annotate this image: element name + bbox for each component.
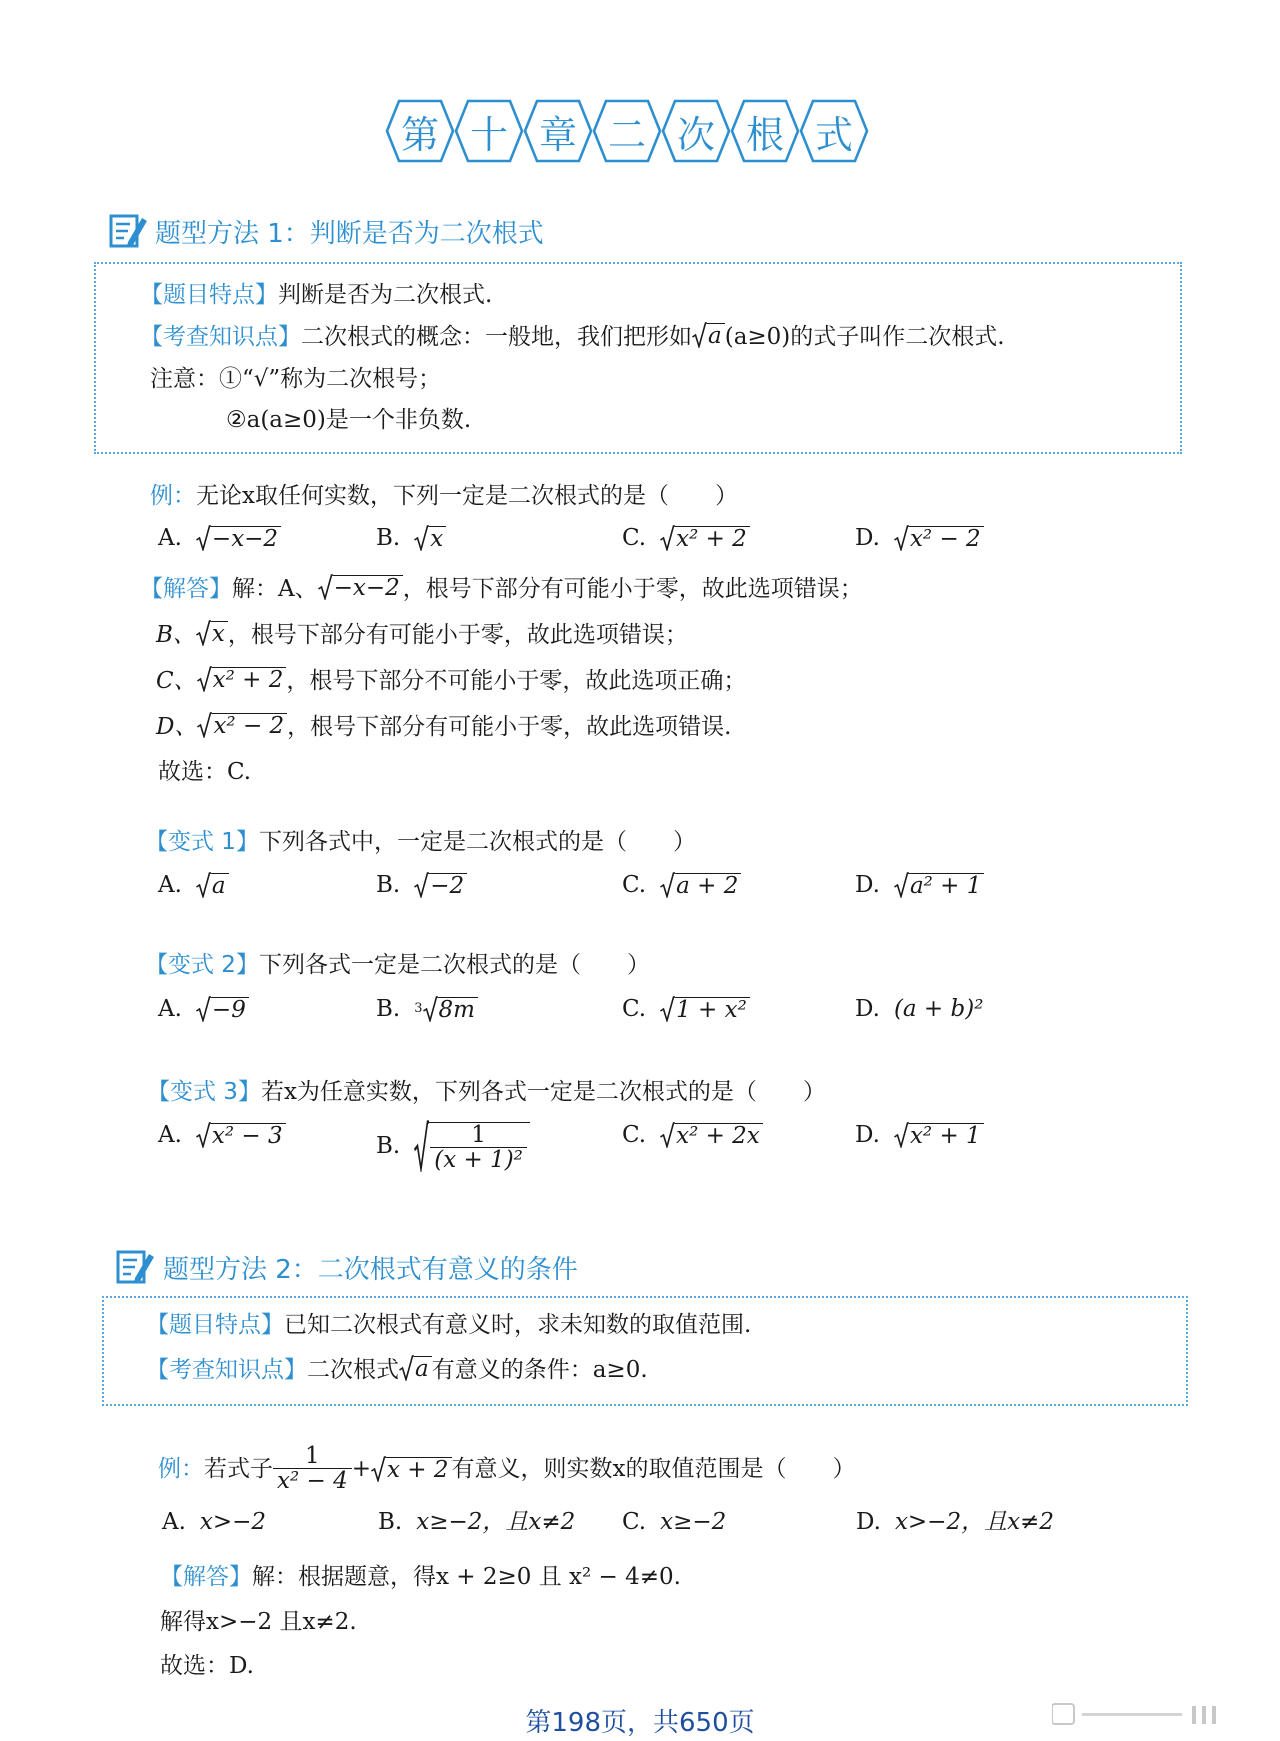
radical (196, 872, 229, 898)
radicand: x² + 1 (909, 1123, 981, 1149)
radicand: −9 (211, 997, 246, 1023)
option-b (378, 1507, 575, 1537)
option-d (855, 1120, 984, 1150)
radicand: a (708, 323, 722, 349)
feature-tag: 【题目特点】 (140, 282, 278, 308)
radicand: x + 2 (387, 1456, 449, 1483)
answer-text: 解：根据题意，得x + 2≥0 且 x² − 4≠0. (252, 1564, 681, 1590)
knowledge-text-post: 的式子叫作二次根式. (790, 324, 1005, 350)
answer-lead: C、 (156, 668, 197, 694)
scroll-indicator-icon (1052, 1700, 1252, 1730)
example1-question (150, 481, 738, 511)
radical (894, 1122, 984, 1148)
radicand: x² − 3 (211, 1123, 283, 1149)
radical (660, 1122, 763, 1148)
option-label: B. (376, 525, 401, 551)
fraction-denominator: (x + 1)² (430, 1147, 527, 1172)
radical (894, 872, 984, 898)
radical (399, 1355, 432, 1381)
radicand: a + 2 (676, 873, 739, 899)
radicand: 1 + x² (676, 997, 747, 1023)
radicand: a (415, 1356, 429, 1382)
option-label: A. (158, 1122, 182, 1148)
option-c (622, 1120, 763, 1150)
chapter-title-char (385, 98, 455, 164)
radical (660, 996, 750, 1022)
example1-answer-line-4 (156, 712, 731, 742)
radical (196, 996, 249, 1022)
option-label: C. (622, 525, 647, 551)
fraction-numerator: 1 (305, 1443, 320, 1469)
option-label: B. (376, 872, 401, 898)
option-label: A. (162, 1509, 186, 1535)
radicand: −2 (430, 873, 465, 899)
radicand: x² + 2x (676, 1123, 760, 1149)
radical (196, 620, 228, 646)
chapter-title-char (661, 98, 731, 164)
variant2-question (145, 950, 650, 980)
method1-note2: ②a(a≥0)是一个非负数. (226, 407, 472, 433)
radical (414, 872, 467, 898)
chapter-title-char-text: 根 (745, 112, 784, 157)
example1-answer-line-1 (140, 574, 863, 604)
variant1-question (145, 827, 696, 857)
option-c (622, 523, 750, 553)
option-a (158, 994, 249, 1024)
option-label: B. (376, 996, 401, 1022)
radical (414, 1120, 530, 1172)
option-label: D. (855, 1122, 880, 1148)
notepad-pen-icon (108, 212, 148, 250)
answer-text: ，根号下部分有可能小于零，故此选项错误； (402, 576, 863, 602)
option-d (855, 523, 984, 553)
knowledge-text-pre: 二次根式 (307, 1357, 399, 1383)
chapter-title-char-text: 章 (538, 112, 577, 157)
option-label: C. (622, 872, 647, 898)
answer-text: ，根号下部分有可能小于零，故此选项错误； (227, 622, 688, 648)
chapter-title-char-text: 式 (814, 112, 853, 157)
chapter-title (385, 98, 868, 164)
radical (318, 574, 403, 600)
radicand: x (211, 621, 225, 647)
radical (894, 525, 984, 551)
option-b (376, 1120, 530, 1172)
example1-answer-line-2 (156, 620, 688, 650)
radical (692, 322, 725, 348)
option-label: A. (158, 872, 182, 898)
feature-text: 已知二次根式有意义时，求未知数的取值范围. (284, 1312, 752, 1338)
method1-knowledge (140, 322, 1005, 352)
question-post: 有意义，则实数x的取值范围是（ ） (451, 1455, 856, 1482)
chapter-title-char (523, 98, 593, 164)
option-label: C. (622, 996, 647, 1022)
radicand: x² + 2 (676, 526, 747, 552)
option-label: C. (622, 1122, 647, 1148)
radicand: x² − 2 (909, 526, 981, 552)
option-a (162, 1507, 266, 1537)
radical (371, 1456, 452, 1482)
radical (423, 996, 478, 1022)
chapter-title-char (799, 98, 869, 164)
option-d (855, 994, 983, 1024)
knowledge-tag: 【考查知识点】 (140, 324, 301, 350)
radical (660, 525, 750, 551)
option-label: D. (855, 996, 880, 1022)
radical (196, 525, 281, 551)
option-expr: (a + b)² (893, 996, 984, 1022)
knowledge-text-post: 有意义的条件：a≥0. (431, 1357, 648, 1383)
method2-title: 题型方法 2：二次根式有意义的条件 (163, 1255, 578, 1285)
radical (197, 712, 287, 738)
chapter-title-char (454, 98, 524, 164)
option-c (622, 1507, 726, 1537)
chapter-title-char (592, 98, 662, 164)
question-pre: 若式子 (204, 1455, 273, 1482)
answer-tag: 【解答】 (160, 1564, 252, 1590)
radicand: 8m (438, 997, 475, 1023)
knowledge-text-pre: 二次根式的概念：一般地，我们把形如 (301, 324, 692, 350)
option-b (376, 523, 446, 553)
option-a (158, 870, 229, 900)
fraction (273, 1444, 352, 1493)
question-text: 下列各式中，一定是二次根式的是（ ） (258, 829, 696, 855)
question-text: 下列各式一定是二次根式的是（ ） (258, 952, 650, 978)
option-text: x>−2 (199, 1509, 267, 1535)
option-text: x≥−2，且x≠2 (416, 1509, 576, 1535)
radicand: x² + 2 (212, 667, 284, 693)
chapter-title-char-text: 第 (400, 112, 439, 157)
radicand: −x−2 (211, 526, 279, 552)
method2-knowledge (146, 1355, 648, 1385)
option-c (622, 870, 741, 900)
example1-conclusion: 故选：C. (158, 759, 252, 785)
variant-tag: 【变式 1】 (145, 829, 259, 855)
method1-note1: 注意：①“√”称为二次根号； (150, 366, 442, 392)
chapter-title-char-text: 二 (607, 112, 646, 157)
radical (414, 525, 446, 551)
variant3-question (147, 1077, 826, 1107)
example2-answer (160, 1562, 681, 1592)
option-b (376, 870, 467, 900)
knowledge-tag: 【考查知识点】 (146, 1357, 307, 1383)
knowledge-cond: (a≥0) (724, 324, 791, 350)
option-label: B. (378, 1509, 403, 1535)
radical (197, 666, 287, 692)
answer-tag: 【解答】 (140, 576, 232, 602)
option-c (622, 994, 750, 1024)
option-b: B. 3 8m (376, 994, 478, 1024)
option-label: A. (158, 996, 182, 1022)
answer-text: ，根号下部分有可能小于零，故此选项错误. (287, 714, 732, 740)
fraction-numerator: 1 (471, 1122, 486, 1148)
radicand: a (211, 873, 226, 899)
answer-lead: D、 (156, 714, 198, 740)
plus-sign: + (351, 1455, 371, 1482)
option-label: D. (856, 1509, 881, 1535)
option-a (158, 523, 281, 553)
notepad-pen-icon (115, 1248, 155, 1286)
option-label: D. (855, 872, 880, 898)
page-number: 第198页，共650页 (525, 1708, 755, 1738)
radicand: x² − 2 (213, 713, 285, 739)
example2-question (158, 1444, 855, 1493)
option-text: x≥−2 (660, 1509, 727, 1535)
option-label: A. (158, 525, 182, 551)
option-d (856, 1507, 1054, 1537)
option-a (158, 1120, 286, 1150)
chapter-title-char (730, 98, 800, 164)
question-text: 若x为任意实数，下列各式一定是二次根式的是（ ） (260, 1079, 826, 1105)
chapter-title-char-text: 次 (676, 112, 715, 157)
example-tag: 例： (150, 483, 196, 509)
answer-lead: 解：A、 (232, 576, 318, 602)
fraction-denominator: x² − 4 (273, 1468, 352, 1493)
example1-answer-line-3 (156, 666, 746, 696)
option-text: x>−2，且x≠2 (894, 1509, 1054, 1535)
option-d (855, 870, 984, 900)
radicand: x (430, 526, 444, 552)
feature-text: 判断是否为二次根式. (278, 282, 493, 308)
example2-solve: 解得x>−2 且x≠2. (160, 1609, 357, 1635)
option-label: B. (376, 1133, 401, 1159)
option-label: C. (622, 1509, 647, 1535)
method1-feature (140, 280, 492, 310)
radicand: −x−2 (333, 575, 400, 601)
option-label: D. (855, 525, 880, 551)
method1-title: 题型方法 1：判断是否为二次根式 (155, 219, 544, 249)
radicand: a² + 1 (909, 873, 982, 899)
radical (196, 1122, 286, 1148)
radical (660, 872, 741, 898)
method2-feature (146, 1310, 751, 1340)
variant-tag: 【变式 2】 (145, 952, 259, 978)
answer-lead: B、 (156, 622, 196, 648)
variant-tag: 【变式 3】 (147, 1079, 261, 1105)
feature-tag: 【题目特点】 (146, 1312, 284, 1338)
example2-conclusion: 故选：D. (160, 1653, 254, 1679)
question-text: 无论x取任何实数，下列一定是二次根式的是（ ） (196, 483, 738, 509)
example-tag: 例： (158, 1455, 204, 1482)
answer-text: ，根号下部分不可能小于零，故此选项正确； (286, 668, 747, 694)
chapter-title-char-text: 十 (469, 112, 508, 157)
